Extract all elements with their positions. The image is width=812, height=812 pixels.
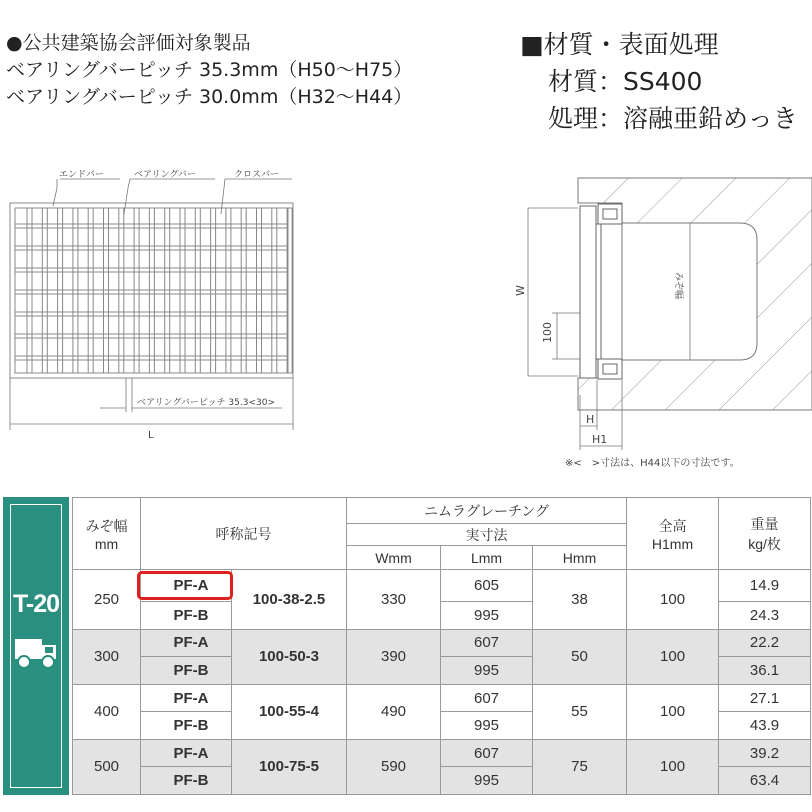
code-cell: 100-38-2.5 (232, 570, 347, 630)
material-value: 材質：SS400 (548, 67, 703, 96)
material-title: ■材質・表面処理 (520, 30, 719, 59)
weight-cell: 39.2 (719, 739, 811, 767)
type-cell: PF-B (141, 712, 232, 740)
w-cell: 490 (347, 684, 441, 739)
highlight-box (137, 571, 233, 600)
width-cell: 300 (73, 629, 141, 684)
spec-table (72, 497, 811, 795)
weight-cell: 22.2 (719, 629, 811, 657)
end-bar-label: エンドバー (59, 170, 104, 180)
type-cell: PF-A (141, 684, 232, 712)
designation-header: 呼称記号 (141, 498, 347, 570)
h-cell: 55 (533, 684, 627, 739)
w-cell: 590 (347, 739, 441, 794)
w-cell: 390 (347, 629, 441, 684)
product-notes (6, 30, 412, 111)
l-cell: 607 (441, 739, 533, 767)
weight-cell: 63.4 (719, 767, 811, 795)
actual-size-header: 実寸法 (347, 524, 627, 546)
cross-bar (15, 356, 288, 360)
l-cell: 995 (441, 602, 533, 630)
h-header: Hmm (533, 546, 627, 570)
w-header: Wmm (347, 546, 441, 570)
length-dimension-label: L (148, 430, 154, 441)
type-cell: PF-A (141, 570, 232, 602)
pitch-note-2: ベアリングバーピッチ 30.0mm（H32〜H44） (6, 86, 413, 108)
weight-cell: 14.9 (719, 570, 811, 602)
h-dimension-label: H (586, 413, 595, 426)
l-cell: 607 (441, 684, 533, 712)
type-cell: PF-A (141, 629, 232, 657)
h-cell: 50 (533, 629, 627, 684)
h-cell: 75 (533, 739, 627, 794)
material-info (520, 26, 798, 137)
type-cell: PF-A (141, 739, 232, 767)
l-header: Lmm (441, 546, 533, 570)
l-cell: 995 (441, 657, 533, 685)
width-cell: 500 (73, 739, 141, 794)
load-class-label: T-20 (12, 590, 60, 618)
bearing-bar-label: ベアリングバー (134, 170, 196, 180)
dimension-note: ※< >寸法は、H44以下の寸法です。 (565, 458, 740, 469)
l-cell: 605 (441, 570, 533, 602)
cross-bar (15, 290, 288, 294)
load-class-badge (3, 497, 69, 795)
cross-bar (15, 334, 288, 338)
width-dimension-label: W (514, 285, 527, 296)
cross-bar (15, 268, 288, 272)
type-cell: PF-B (141, 657, 232, 685)
cross-bar-label: クロスバー (234, 170, 280, 180)
code-cell: 100-55-4 (232, 684, 347, 739)
code-cell: 100-75-5 (232, 739, 347, 794)
weight-cell: 43.9 (719, 712, 811, 740)
grating-plan-view (10, 203, 293, 378)
evaluation-note: ●公共建築協会評価対象製品 (6, 32, 251, 54)
l-cell: 995 (441, 712, 533, 740)
w-cell: 330 (347, 570, 441, 630)
l-cell: 995 (441, 767, 533, 795)
section-view (528, 178, 812, 450)
weight-cell: 36.1 (719, 657, 811, 685)
weight-cell: 24.3 (719, 602, 811, 630)
treatment-value: 処理：溶融亜鉛めっき (548, 104, 798, 133)
groove-width-header: みぞ幅 mm (73, 498, 141, 570)
weight-cell: 27.1 (719, 684, 811, 712)
width-cell: 250 (73, 570, 141, 630)
dimension-100-label: 100 (541, 322, 554, 343)
type-cell: PF-B (141, 767, 232, 795)
h1-cell: 100 (627, 739, 719, 794)
cross-bar (15, 246, 288, 250)
h1-cell: 100 (627, 570, 719, 630)
cross-bar (15, 312, 288, 316)
pitch-note-1: ベアリングバーピッチ 35.3mm（H50〜H75） (6, 59, 413, 81)
truck-icon (14, 635, 58, 671)
h-cell: 38 (533, 570, 627, 630)
cross-bar (15, 224, 288, 228)
h1-cell: 100 (627, 629, 719, 684)
code-cell: 100-50-3 (232, 629, 347, 684)
pitch-dimension-label: ベアリングバーピッチ 35.3<30> (137, 398, 275, 408)
type-cell: PF-B (141, 602, 232, 630)
height-header: 全高 H1mm (627, 498, 719, 570)
width-cell: 400 (73, 684, 141, 739)
h1-dimension-label: H1 (592, 433, 608, 446)
weight-header: 重量 kg/枚 (719, 498, 811, 570)
groove-width-label: みぞ幅 (673, 272, 683, 300)
l-cell: 607 (441, 629, 533, 657)
h1-cell: 100 (627, 684, 719, 739)
product-header: ニムラグレーチング (347, 498, 627, 524)
technical-drawing (0, 150, 812, 480)
